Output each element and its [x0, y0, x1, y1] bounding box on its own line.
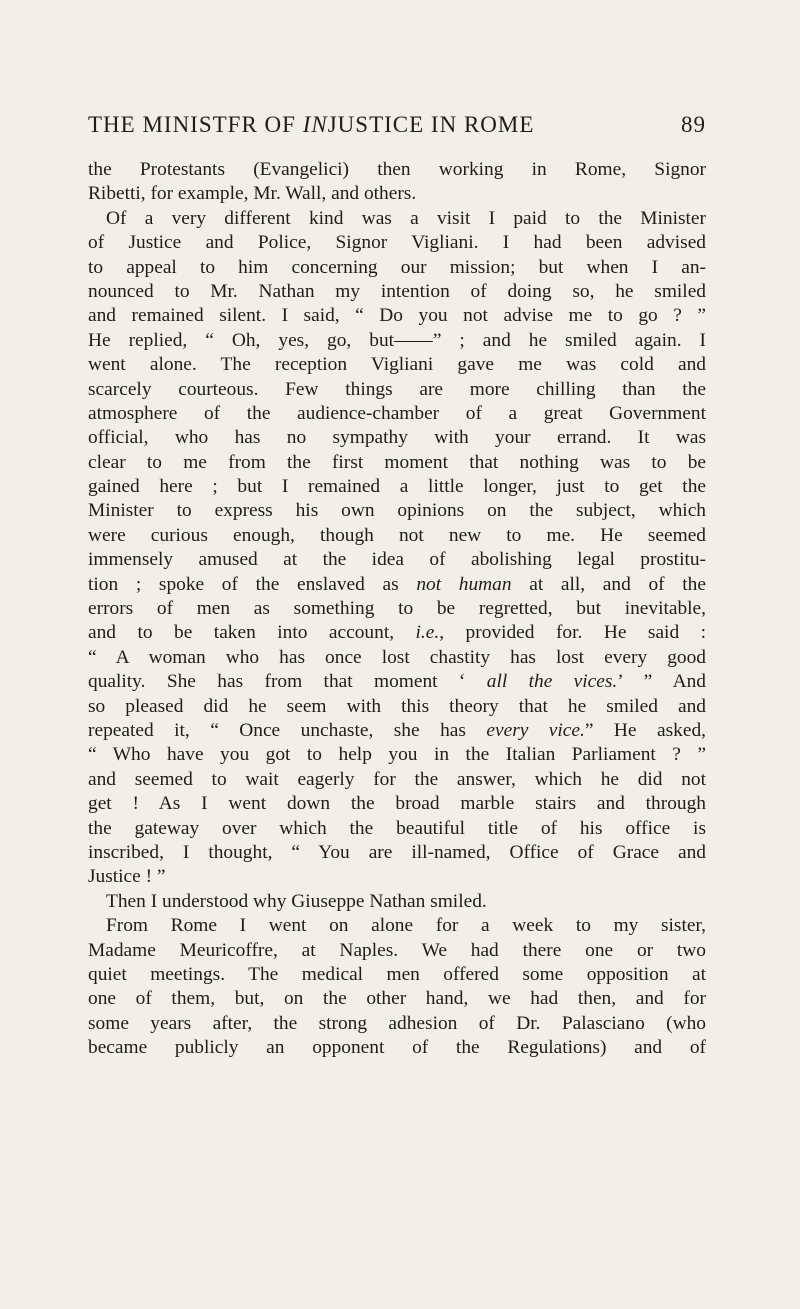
- text-line: [88, 402, 706, 426]
- text-run: gained here ; but I remained a little longer, just to get the: [88, 476, 706, 498]
- text-run: quiet meetings. The medical men offered some opposition at: [88, 963, 706, 985]
- running-title-prefix: THE MINISTFR OF: [88, 112, 303, 137]
- text-run: official, who has no sympathy with your errand. It was: [88, 427, 706, 449]
- text-line: [88, 231, 706, 255]
- text-line: [88, 548, 706, 572]
- text-line: [88, 304, 706, 328]
- text-line: [88, 817, 706, 841]
- text-line: [88, 743, 706, 767]
- text-run: at all, and of the: [511, 573, 706, 595]
- text-line: [88, 670, 706, 694]
- text-run: errors of men as something to be regretted, but inevitable,: [88, 598, 706, 620]
- text-run: scarcely courteous. Few things are more chilling than the: [88, 378, 706, 400]
- page-number: 89: [681, 112, 706, 137]
- text-run: of Justice and Police, Signor Vigliani. I had been advised: [88, 232, 706, 254]
- text-run: immensely amused at the idea of abolishing legal prostitu-: [88, 549, 706, 571]
- text-run: Then I understood why Giuseppe Nathan smiled.: [106, 890, 487, 912]
- text-run: and remained silent. I said, “ Do you not advise me to go ? ”: [88, 305, 706, 327]
- text-line: [88, 451, 706, 475]
- text-line: [88, 695, 706, 719]
- text-run: ’ ” And: [617, 671, 706, 693]
- text-run: atmosphere of the audience-chamber of a great Government: [88, 402, 706, 424]
- text-run: “ Who have you got to help you in the Italian Parliament ? ”: [88, 744, 706, 766]
- text-run: Ribetti, for example, Mr. Wall, and others.: [88, 183, 417, 205]
- text-line: [88, 524, 706, 548]
- text-line: [88, 499, 706, 523]
- text-line: [88, 1012, 706, 1036]
- text-line: [88, 475, 706, 499]
- text-run: get ! As I went down the broad marble stairs and through: [88, 793, 706, 815]
- running-title: [88, 112, 534, 138]
- text-run: From Rome I went on alone for a week to my sister,: [106, 915, 706, 937]
- text-run: , provided for. He said :: [439, 622, 706, 644]
- text-line: [88, 280, 706, 304]
- text-line: [88, 573, 706, 597]
- body-text: [88, 158, 706, 1060]
- text-run: the gateway over which the beautiful title of his office is: [88, 817, 706, 839]
- text-run: inscribed, I thought, “ You are ill-named, Office of Grace and: [88, 841, 706, 863]
- text-line: [88, 841, 706, 865]
- text-line: [88, 792, 706, 816]
- text-run: some years after, the strong adhesion of Dr. Palasciano (who: [88, 1012, 706, 1034]
- text-run: tion ; spoke of the enslaved as: [88, 573, 417, 595]
- text-run: Justice ! ”: [88, 866, 166, 888]
- text-line: [88, 646, 706, 670]
- text-line: [88, 914, 706, 938]
- text-run: and to be taken into account,: [88, 622, 416, 644]
- text-run: Minister to express his own opinions on the subject, which: [88, 500, 706, 522]
- running-head: [88, 112, 706, 146]
- text-line: [88, 939, 706, 963]
- text-line: [88, 158, 706, 182]
- text-line: [88, 353, 706, 377]
- italic-text: i.e.: [415, 622, 440, 644]
- text-run: “ A woman who has once lost chastity has lost every good: [88, 646, 706, 668]
- text-line: [88, 621, 706, 645]
- text-run: Madame Meuricoffre, at Naples. We had there one or two: [88, 939, 706, 961]
- text-line: [88, 768, 706, 792]
- text-run: and seemed to wait eagerly for the answer, which he did not: [88, 768, 706, 790]
- text-run: one of them, but, on the other hand, we had then, and for: [88, 988, 706, 1010]
- text-run: He replied, “ Oh, yes, go, but——” ; and he smiled again. I: [88, 329, 706, 351]
- text-line: [88, 719, 706, 743]
- text-run: went alone. The reception Vigliani gave me was cold and: [88, 354, 706, 376]
- text-line: [88, 1036, 706, 1060]
- text-run: clear to me from the first moment that nothing was to be: [88, 451, 706, 473]
- text-line: [88, 426, 706, 450]
- text-line: [88, 256, 706, 280]
- text-run: nounced to Mr. Nathan my intention of doing so, he smiled: [88, 280, 706, 302]
- italic-text: every vice.: [486, 719, 585, 741]
- italic-text: all the vices.: [486, 671, 618, 693]
- text-line: [88, 597, 706, 621]
- text-line: [88, 207, 706, 231]
- text-line: [88, 182, 706, 206]
- text-run: were curious enough, though not new to me. He seemed: [88, 524, 706, 546]
- text-line: [88, 378, 706, 402]
- text-line: [88, 865, 706, 889]
- text-run: Of a very different kind was a visit I paid to the Minister: [106, 207, 706, 229]
- italic-text: not human: [416, 573, 512, 595]
- text-run: so pleased did he seem with this theory that he smiled and: [88, 695, 706, 717]
- text-run: the Protestants (Evangelici) then working in Rome, Signor: [88, 159, 706, 180]
- running-title-italic: IN: [302, 112, 328, 137]
- running-title-suffix: JUSTICE IN ROME: [327, 112, 535, 137]
- text-run: became publicly an opponent of the Regulations) and of: [88, 1037, 706, 1059]
- text-line: [88, 890, 706, 914]
- text-run: to appeal to him concerning our mission; but when I an-: [88, 256, 706, 278]
- text-line: [88, 987, 706, 1011]
- text-run: quality. She has from that moment ‘: [88, 671, 487, 693]
- text-run: ” He asked,: [584, 719, 706, 741]
- text-line: [88, 329, 706, 353]
- text-run: repeated it, “ Once unchaste, she has: [88, 719, 487, 741]
- text-line: [88, 963, 706, 987]
